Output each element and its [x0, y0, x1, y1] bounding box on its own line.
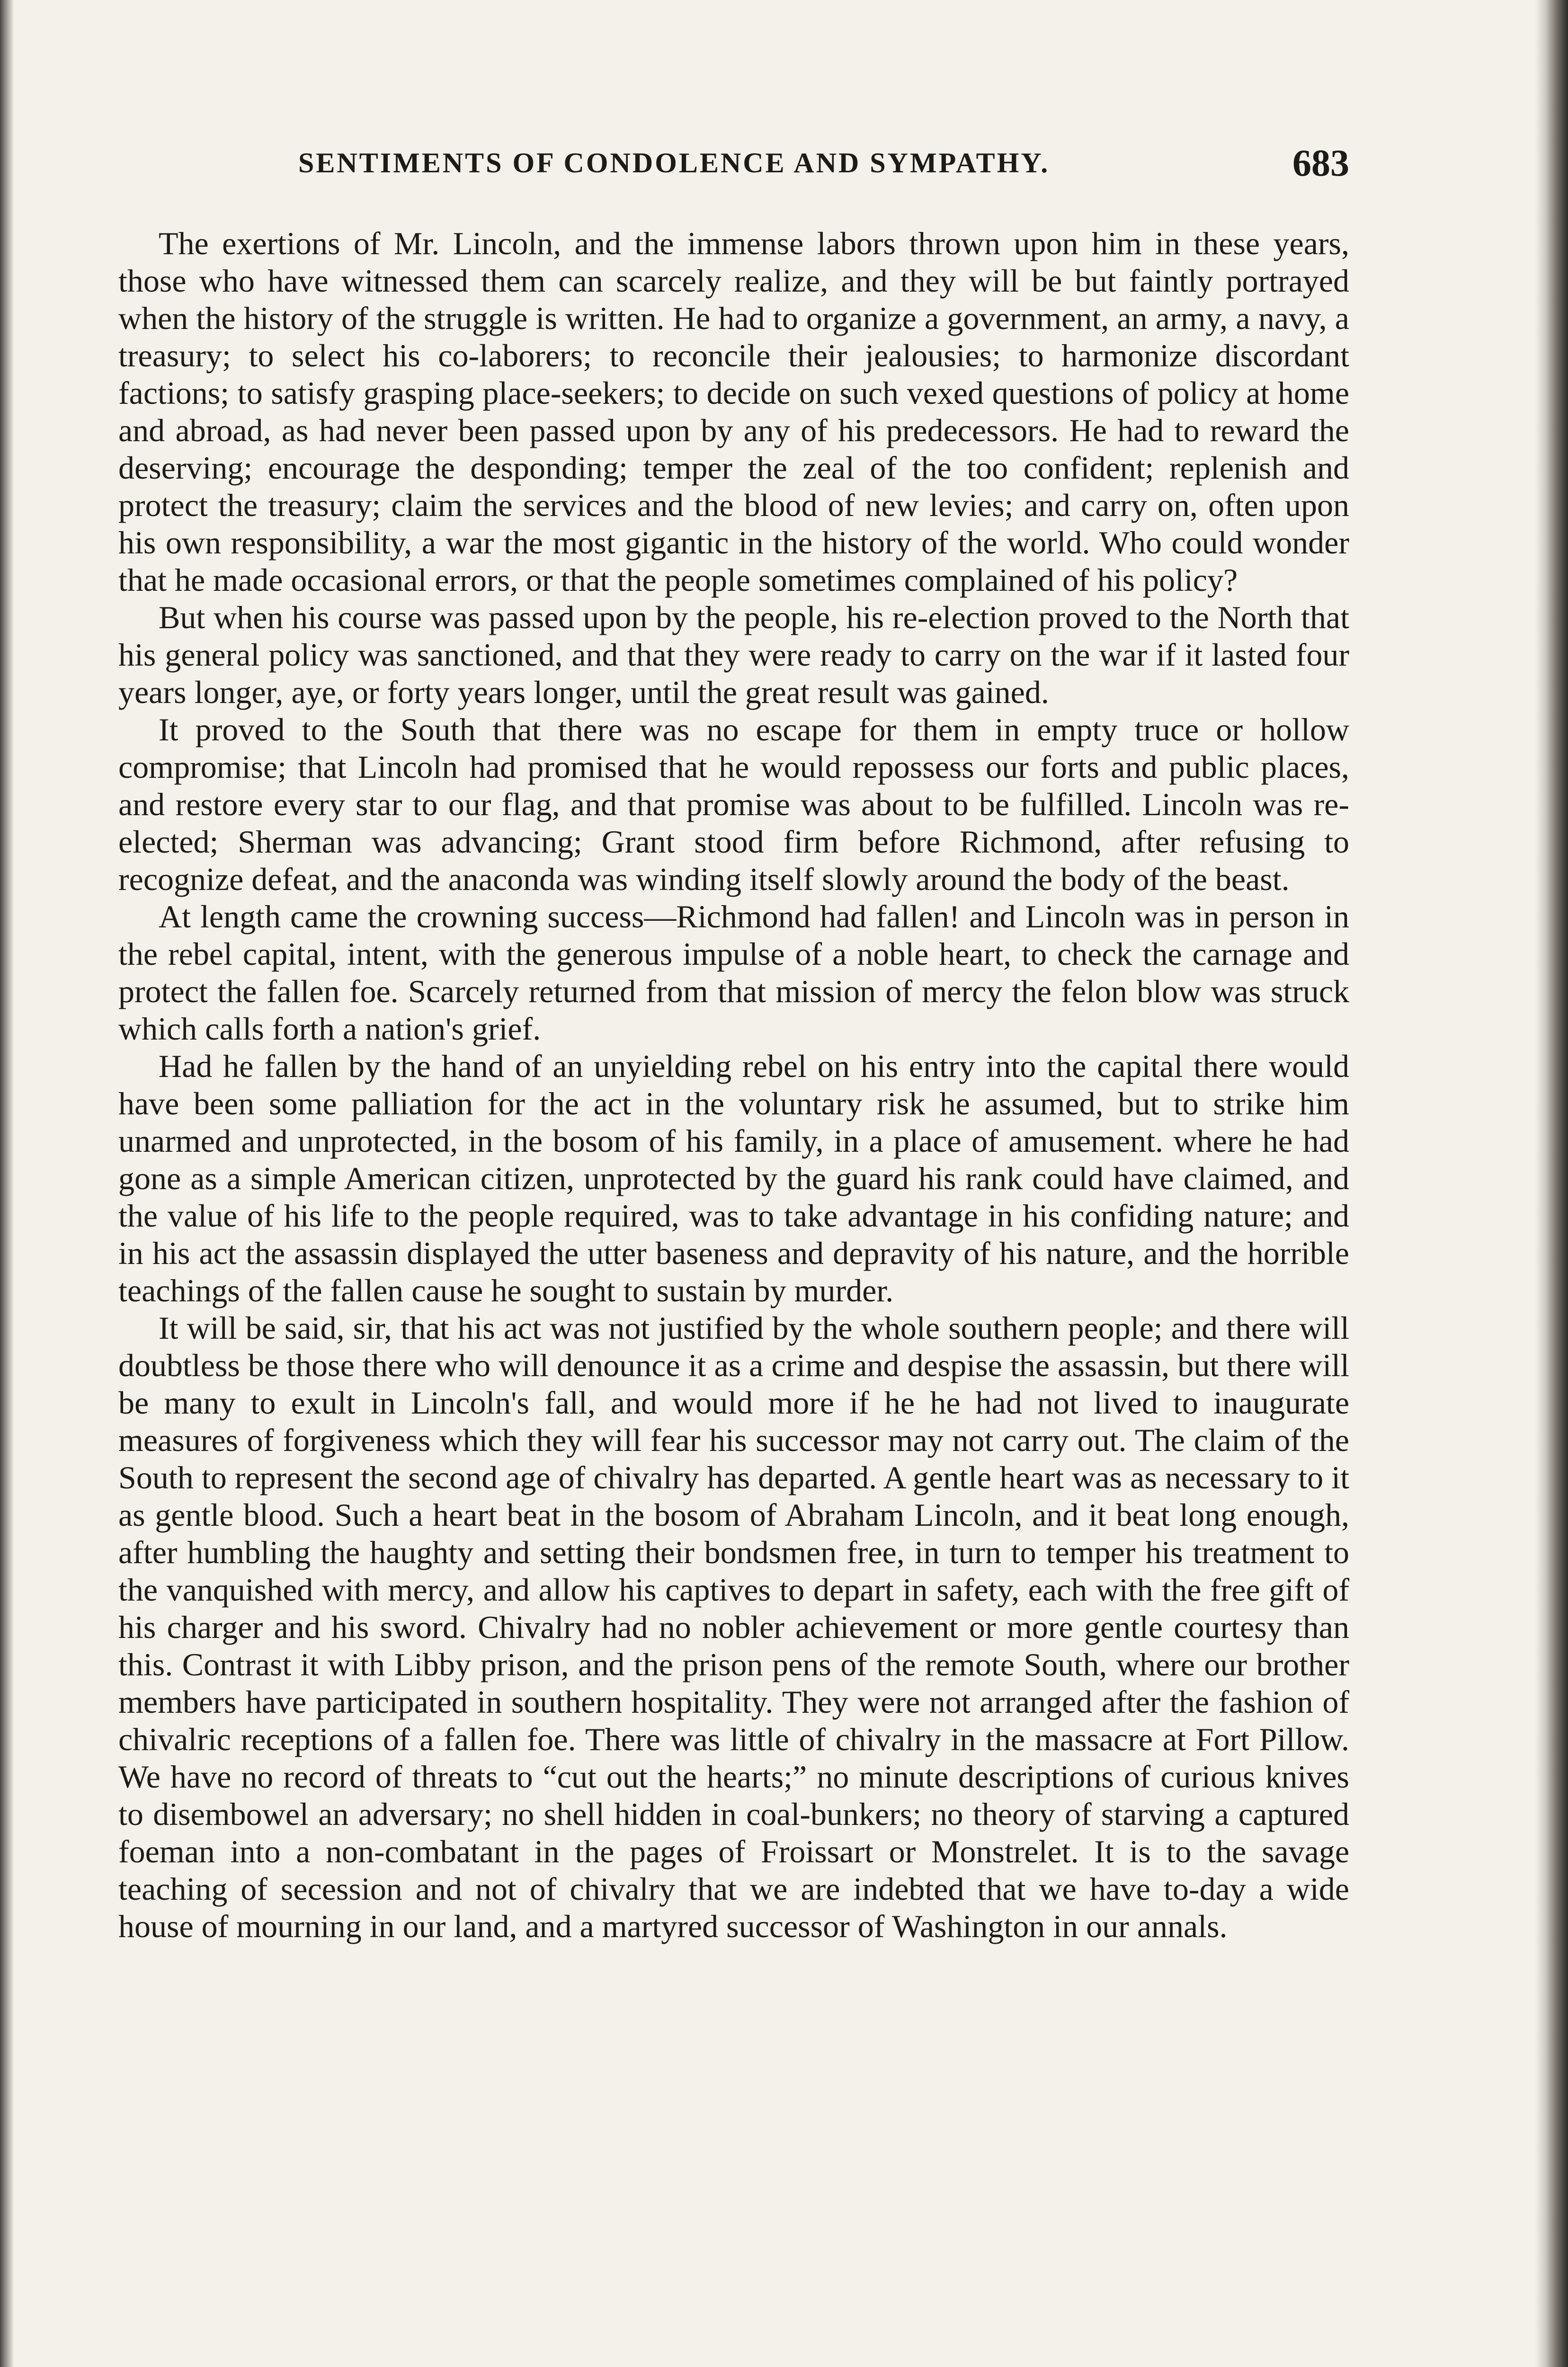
paragraph: Had he fallen by the hand of an unyielding rebel on his entry into the capital there would have been some palliation for the act in the voluntary risk he assumed, but to strike him unarmed and unprotected, in the bosom of his family, in a place of amusement. where he had gone as a simple American citizen, unprotected by the guard his rank could have claimed, and the value of his life to the people required, was to take advantage in his confiding nature; and in his act the assassin displayed the utter baseness and depravity of his nature, and the horrible teachings of the fallen cause he sought to sustain by murder.: [118, 1048, 1349, 1308]
page-number: 683: [1292, 142, 1349, 184]
body-text: [118, 225, 1349, 1945]
paragraph: But when his course was passed upon by the people, his re-election proved to the North that his general policy was sanctioned, and that they were ready to carry on the war if it lasted four years longer, aye, or forty years longer, until the great result was gained.: [118, 599, 1349, 710]
paragraph: It proved to the South that there was no escape for them in empty truce or hollow compromise; that Lincoln had promised that he would repossess our forts and public places, and restore every star to our flag, and that promise was about to be fulfilled. Lincoln was re-elected; Sherman was advancing; Grant stood firm before Richmond, after refusing to recognize defeat, and the anaconda was winding itself slowly around the body of the beast.: [118, 712, 1349, 897]
paragraph: It will be said, sir, that his act was not justified by the whole southern people; and there will doubtless be those there who will denounce it as a crime and despise the assassin, but there will be many to exult in Lincoln's fall, and would more if he he had not lived to inaugurate measures of forgiveness which they will fear his successor may not carry out. The claim of the South to represent the second age of chivalry has departed. A gentle heart was as necessary to it as gentle blood. Such a heart beat in the bosom of Abraham Lincoln, and it beat long enough, after humbling the haughty and setting their bondsmen free, in turn to temper his treatment to the vanquished with mercy, and allow his captives to depart in safety, each with the free gift of his charger and his sword. Chivalry had no nobler achievement or more gentle courtesy than this. Contrast it with Libby prison, and the prison pens of the remote South, where our brother members have participated in southern hospitality. They were not arranged after the fashion of chivalric receptions of a fallen foe. There was little of chivalry in the massacre at Fort Pillow. We have no record of threats to “cut out the hearts;” no minute descriptions of curious knives to disembowel an adversary; no shell hidden in coal-bunkers; no theory of starving a captured foeman into a non-combatant in the pages of Froissart or Monstrelet. It is to the savage teaching of secession and not of chivalry that we are indebted that we have to-day a wide house of mourning in our land, and a martyred successor of Washington in our annals.: [118, 1310, 1349, 1944]
running-title: SENTIMENTS OF CONDOLENCE AND SYMPATHY.: [298, 147, 1050, 178]
running-head: [118, 142, 1349, 185]
page-edge-right: [1535, 0, 1568, 2367]
paragraph: At length came the crowning success—Richmond had fallen! and Lincoln was in person in the rebel capital, intent, with the generous impulse of a noble heart, to check the carnage and protect the fallen foe. Scarcely returned from that mission of mercy the felon blow was struck which calls forth a nation's grief.: [118, 899, 1349, 1047]
page-edge-left: [0, 0, 14, 2367]
paragraph: The exertions of Mr. Lincoln, and the immense labors thrown upon him in these years, those who have witnessed them can scarcely realize, and they will be but faintly portrayed when the history of the struggle is written. He had to organize a government, an army, a navy, a treasury; to select his co-laborers; to reconcile their jealousies; to harmonize discordant factions; to satisfy grasping place-seekers; to decide on such vexed questions of policy at home and abroad, as had never been passed upon by any of his predecessors. He had to reward the deserving; encourage the desponding; temper the zeal of the too confident; replenish and protect the treasury; claim the services and the blood of new levies; and carry on, often upon his own responsibility, a war the most gigantic in the history of the world. Who could wonder that he made occasional errors, or that the people sometimes complained of his policy?: [118, 225, 1349, 598]
